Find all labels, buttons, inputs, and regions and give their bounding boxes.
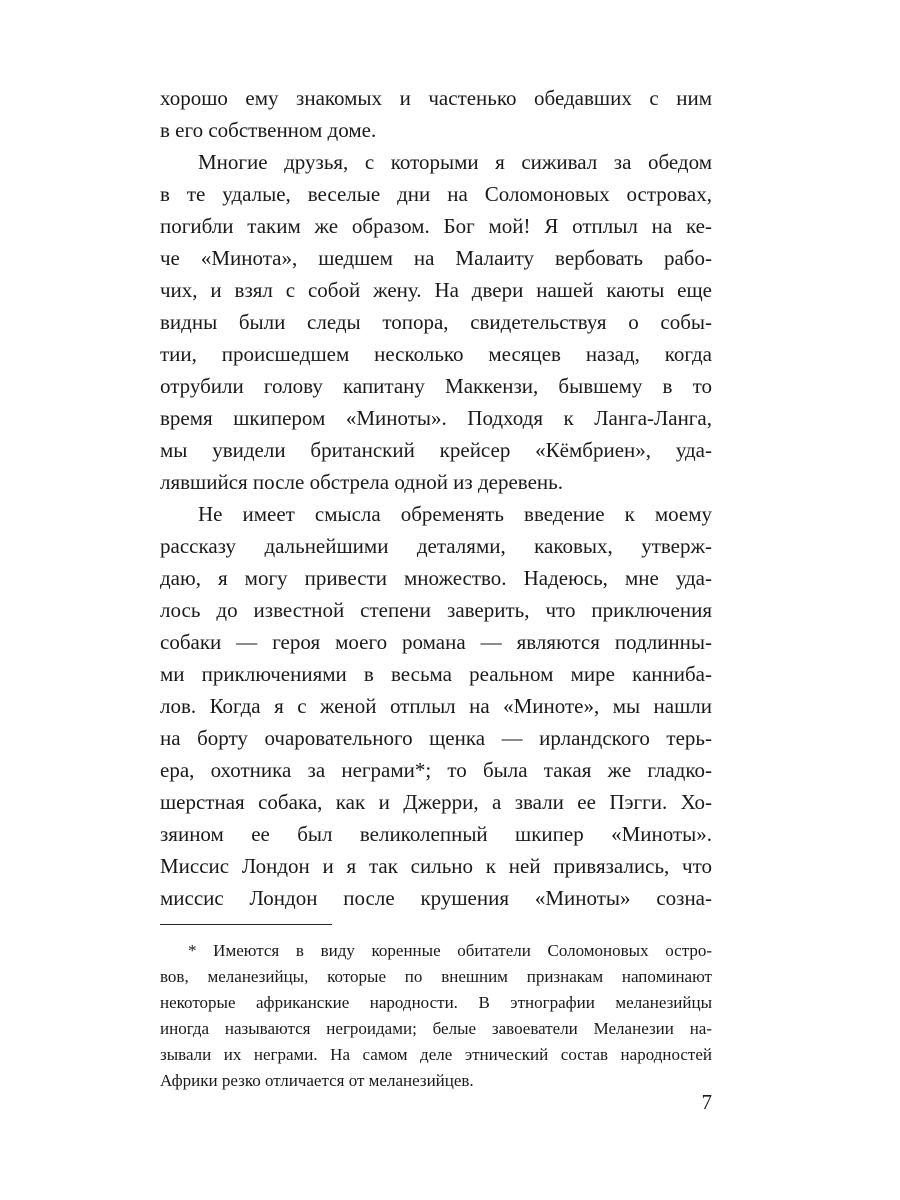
text-line: лось до известной степени заверить, что приключения bbox=[160, 598, 712, 622]
footnote bbox=[160, 938, 712, 1094]
paragraph bbox=[160, 938, 712, 1094]
text-line: рассказу дальнейшими деталями, каковых, утверж- bbox=[160, 534, 712, 558]
footnote-separator bbox=[160, 924, 332, 925]
text-line: на борту очаровательного щенка — ирландского терь- bbox=[160, 726, 712, 750]
text-line: некоторые африканские народности. В этнографии меланезийцы bbox=[160, 993, 712, 1012]
text-line: лявшийся после обстрела одной из деревень. bbox=[160, 470, 563, 494]
text-line: * Имеются в виду коренные обитатели Соломоновых остро- bbox=[188, 941, 712, 960]
paragraph bbox=[160, 82, 712, 146]
text-line: лов. Когда я с женой отплыл на «Миноте», мы нашли bbox=[160, 694, 712, 718]
text-line: видны были следы топора, свидетельствуя о собы- bbox=[160, 310, 712, 334]
text-line: шерстная собака, как и Джерри, а звали ее Пэгги. Хо- bbox=[160, 790, 712, 814]
text-line: Не имеет смысла обременять введение к моему bbox=[198, 502, 712, 526]
text-line: тии, происшедшем несколько месяцев назад, когда bbox=[160, 342, 712, 366]
text-line: Многие друзья, с которыми я сиживал за обедом bbox=[198, 150, 712, 174]
text-line: даю, я могу привести множество. Надеюсь, мне уда- bbox=[160, 566, 712, 590]
text-line: иногда называются негроидами; белые завоеватели Меланезии на- bbox=[160, 1019, 712, 1038]
text-line: время шкипером «Миноты». Подходя к Ланга-Ланга, bbox=[160, 406, 712, 430]
page-number: 7 bbox=[701, 1090, 712, 1114]
text-line: че «Минота», шедшем на Малаиту вербовать рабо- bbox=[160, 246, 712, 270]
paragraph bbox=[160, 146, 712, 498]
text-line: погибли таким же образом. Бог мой! Я отплыл на ке- bbox=[160, 214, 712, 238]
text-line: собаки — героя моего романа — являются подлинны- bbox=[160, 630, 712, 654]
text-line: ера, охотника за неграми*; то была такая же гладко- bbox=[160, 758, 712, 782]
text-line: хорошо ему знакомых и частенько обедавших с ним bbox=[160, 86, 712, 110]
text-line: чих, и взял с собой жену. На двери нашей каюты еще bbox=[160, 278, 712, 302]
main-text bbox=[160, 82, 712, 914]
text-line: миссис Лондон после крушения «Миноты» созна- bbox=[160, 886, 712, 910]
text-line: зяином ее был великолепный шкипер «Миноты». bbox=[160, 822, 712, 846]
text-line: Африки резко отличается от меланезийцев. bbox=[160, 1071, 474, 1090]
text-line: в те удалые, веселые дни на Соломоновых островах, bbox=[160, 182, 712, 206]
paragraph bbox=[160, 498, 712, 914]
text-line: Миссис Лондон и я так сильно к ней привязались, что bbox=[160, 854, 712, 878]
text-line: ми приключениями в весьма реальном мире канниба- bbox=[160, 662, 712, 686]
text-line: в его собственном доме. bbox=[160, 118, 377, 142]
text-line: отрубили голову капитану Маккензи, бывшему в то bbox=[160, 374, 712, 398]
text-line: зывали их неграми. На самом деле этнический состав народностей bbox=[160, 1045, 712, 1064]
text-line: вов, меланезийцы, которые по внешним признакам напоминают bbox=[160, 967, 712, 986]
text-line: мы увидели британский крейсер «Кёмбриен», уда- bbox=[160, 438, 712, 462]
